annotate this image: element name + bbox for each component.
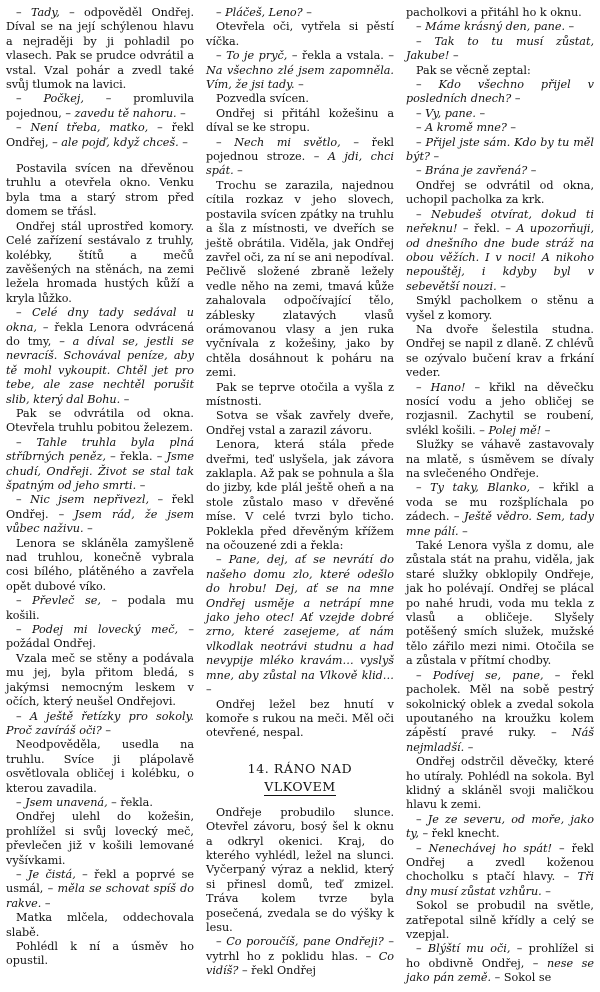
paragraph (6, 810, 194, 868)
paragraph (206, 381, 394, 410)
narration-text: – (16, 306, 32, 320)
speech-text: Převleč se, (32, 594, 101, 608)
narration-text: Pak se teprve otočila a vyšla z místnosti. (206, 380, 394, 408)
paragraph (406, 381, 594, 439)
narration-text: Ondřej se odvrátil od okna, uchopil pacholka za krk. (406, 178, 594, 207)
paragraph (206, 20, 394, 49)
paragraph (6, 623, 194, 652)
speech-text: Není třeba, matko, (30, 121, 149, 135)
narration-text: – (464, 740, 474, 754)
paragraph (406, 755, 594, 813)
narration-text: – (416, 34, 435, 48)
paragraph (406, 942, 594, 985)
paragraph (6, 796, 194, 810)
paragraph (406, 64, 594, 78)
narration-text: – (16, 594, 33, 608)
narration-text: Služky se váhavě zastavovaly na mlatě, s úsměvem se dívaly na svlečeného Ondřeje. (406, 438, 594, 480)
narration-text: – řekl Ondřej. – (6, 493, 194, 521)
paragraph (206, 553, 394, 697)
narration-text: – (527, 164, 537, 178)
narration-text: Pak se odvrátila od okna. Otevřela truhlu pobitou železem. (6, 406, 194, 435)
narration-text: – vytrhl ho z poklidu hlas. – (206, 935, 394, 963)
narration-text: – (16, 867, 28, 881)
paragraph (406, 294, 594, 323)
column-2-lower-text (206, 806, 394, 979)
paragraph (406, 813, 594, 842)
paragraph (6, 493, 194, 536)
narration-text: – (120, 392, 130, 406)
paragraph (406, 20, 594, 34)
narration-text: – (506, 121, 517, 135)
narration-text: – prohlížel si ho obdivně Ondřej, – (406, 942, 595, 970)
narration-text: – (206, 683, 212, 697)
paragraph (206, 438, 394, 553)
speech-text: Tahle truhla byla plná stříbrných peněz, (6, 435, 195, 464)
text-column-1 (6, 6, 194, 992)
narration-text: – (16, 6, 31, 19)
narration-text: Lenora se skláněla zamyšleně nad truhlou, konečně vybrala cosi bílého, plátěného a zavřela opět dubové víko. (6, 536, 194, 593)
paragraph (6, 594, 194, 623)
narration-text: – řekl pacholek. Měl na sobě pestrý sokolnický oblek a zvedal sokola upoutaného na kroužku kolem zápěstí pravé ruky. – (406, 668, 594, 740)
paragraph (406, 208, 594, 294)
narration-text: – (216, 6, 226, 19)
narration-text: – (416, 942, 428, 956)
narration-text: pacholkovi a přitáhl ho k oknu. (406, 6, 582, 19)
narration-text: – řekl. – (457, 222, 517, 236)
narration-text: – (416, 481, 431, 495)
narration-text: – (416, 121, 426, 135)
paragraph (6, 306, 194, 407)
speech-text: A upozorňuji, od dnešního dne bude stráž na obou věžích. I v noci! A nikoho nepouštěj, i kdyby byl v sebevětší nouzi. (406, 222, 595, 293)
text-column-3 (406, 6, 594, 992)
narration-text: – (416, 380, 431, 394)
paragraph (6, 121, 194, 150)
narration-text: – odpověděl Ondřej. Díval se na její schýlenou hlavu a nejraději by ji pohladil po vlasech. Pak se prudce odvrátil a vstal. Vzal pohár a zvedl také svůj tlumok na lavici. (6, 6, 194, 92)
narration-text: – řekl knecht. (418, 827, 500, 841)
speech-text: Nech mi světlo, (234, 135, 341, 149)
narration-text: – (449, 49, 459, 63)
speech-text: Tři dny musí zůstat vzhůru. (406, 870, 594, 898)
narration-text: Také Lenora vyšla z domu, ale zůstala stát na prahu, viděla, jak staré služky obklopily Ondřeje, jak ho polévají. Ondřej se plácal po nahé hrudi, voda mu tekla z vlasů a obličeje. Slyšely potěšený smích služek, mužské tělo zářilo mezi nimi. Otočila se a zůstala v přítmí chodby. (406, 539, 594, 668)
narration-text: – (541, 884, 551, 898)
paragraph (406, 136, 594, 165)
narration-text: – (416, 106, 426, 120)
speech-text: Je ze severu, od moře, jako ty, (406, 812, 595, 841)
speech-text: Jsme chudí, Ondřeji. Život se stal tak špatným od jeho smrti. (6, 450, 194, 492)
narration-text: Ondřej si přitáhl kožešinu a díval se ke stropu. (206, 106, 394, 135)
speech-text: Ještě vědro. Sem, tady mne pálí. (406, 510, 594, 538)
speech-text: Nebudeš otvírat, dokud ti neřeknu! (406, 207, 594, 236)
narration-text: Vzala meč se stěny a podávala mu jej, byla přitom bledá, s jakýmsi nemocným leskem v očích, který neušel Ondřejovi. (6, 651, 194, 709)
narration-text: – (416, 164, 426, 178)
narration-text: – (83, 522, 93, 536)
narration-text: – (416, 207, 432, 221)
narration-text: – (216, 935, 227, 949)
narration-text: Ondřeje probudilo slunce. Otevřel závoru, bosý šel k oknu a odkryl okenici. Kraj, do kterého vyhlédl, ležel na slunci. Vyčerpaný výraz a neklid, který si přinesl domů, teď zmizel. Tráva kolem tvrze byla posečená, zvedala se do výšky k lesu. (206, 805, 394, 934)
narration-text: – (16, 493, 31, 507)
text-column-2 (206, 6, 394, 992)
speech-text: Máme krásný den, pane. (425, 20, 565, 34)
narration-text: – (511, 92, 521, 106)
narration-text: – (416, 135, 426, 149)
paragraph (6, 911, 194, 940)
narration-text: – (176, 106, 186, 120)
paragraph (406, 842, 594, 900)
narration-text: – křikl na děvečku nosící vodu a jeho obličej se rozjasnil. Zachytil se roubení, svlékl košili. – (406, 380, 595, 437)
paragraph (206, 935, 394, 978)
speech-text: Hano! (430, 380, 466, 394)
speech-text: Jsem unavená, (25, 795, 108, 809)
paragraph (406, 539, 594, 669)
paragraph (406, 121, 594, 135)
narration-text: – řekl Ondřej, (6, 121, 194, 149)
speech-text: A kromě mne? (425, 121, 507, 135)
speech-text: Je čistá, (27, 867, 76, 881)
narration-text: – řekl a poprvé se usmál, – (6, 867, 194, 896)
paragraph (6, 436, 194, 494)
narration-text: Smýkl pacholkem o stěnu a vyšel z komory. (406, 294, 594, 322)
paragraph (406, 438, 594, 481)
narration-text: Na dvoře šelestila studna. Ondřej se napil z dlaně. Z chlévů se ozývalo bučení krav a frkání veder. (406, 322, 594, 380)
paragraph (6, 92, 194, 121)
narration-text: Lenora, která stála přede dveřmi, teď uslyšela, jak závora zaklapla. Až pak se pohnula a šla do jizby, kde plál ještě oheň a na stole zůstalo maso v dřevěné míse. V celé tvrzi bylo ticho. Poklekla před dřevěným křížem na očouzené zdi a řekla: (206, 438, 394, 553)
narration-text: – požádal Ondřej. (6, 623, 194, 651)
chapter-heading-line-2: VLKOVEM (264, 778, 336, 794)
paragraph (406, 899, 594, 942)
narration-text: – (541, 423, 551, 437)
paragraph (406, 78, 594, 107)
speech-text: Polej mě! (488, 423, 542, 437)
paragraph (406, 6, 594, 20)
narration-text: – řekla. – (105, 450, 167, 464)
paragraph (6, 940, 194, 969)
speech-text: – a díval se, jestli se nevracíš. Schovával peníze, aby tě mohl vykoupit. Chtěl jet pro tebe, ale zase nechtěl porušit slib, který dal Bohu. (6, 334, 194, 406)
speech-text: Blýští mu oči, (427, 942, 511, 956)
speech-text: Pláčeš, Leno? (225, 6, 303, 19)
paragraph (206, 409, 394, 438)
narration-text: Sotva se však zavřely dveře, Ondřej vstal a zarazil závoru. (206, 409, 394, 437)
narration-text: – (475, 106, 486, 120)
narration-text: Pak se věcně zeptal: (416, 63, 531, 77)
narration-text: – (416, 20, 426, 34)
speech-text: Vy, pane. (425, 106, 476, 120)
narration-text: Neodpověděla, usedla na truhlu. Svíce ji plápolavě osvětlovala obličej i kolébku, o kterou zavadila. (6, 738, 194, 795)
speech-text: nese se jako pán země. (406, 956, 595, 985)
narration-text: – (233, 164, 243, 178)
narration-text: Ondřej stál uprostřed komory. Celé zařízení sestávalo z truhly, kolébky, štítů a mečů zavěšených na stěnách, na zemi ležela hromada hustých kůží a kryla lůžko. (6, 219, 194, 305)
speech-text: Tady, (30, 6, 60, 19)
narration-text: Pohlédl k ní a úsměv ho opustil. (6, 940, 194, 968)
paragraph (406, 481, 594, 539)
paragraph (206, 6, 394, 20)
paragraph (6, 710, 194, 739)
narration-text: – (16, 795, 26, 809)
narration-text: Otevřela oči, vytřela si pěstí víčka. (206, 20, 394, 48)
paragraph (406, 35, 594, 64)
speech-text: měla se schovat spíš do rakve. (6, 882, 194, 910)
narration-text: – (429, 150, 440, 164)
narration-text: – podala mu košili. (6, 594, 194, 622)
speech-text: – zavedu tě nahoru. (65, 106, 177, 120)
narration-text: – (101, 723, 111, 737)
narration-text: – (416, 812, 428, 826)
speech-text: Přijel jste sám. Kdo by tu měl být? (406, 135, 595, 164)
narration-text: – (565, 20, 575, 34)
paragraph (6, 407, 194, 436)
speech-text: – ale pojď, když chceš. (52, 135, 179, 149)
narration-text: – řekl Ondřej a zvedl koženou chocholku s ptačí hlavy. – (406, 841, 595, 884)
narration-text: – (16, 121, 31, 135)
column-2-upper-text (206, 6, 394, 741)
narration-text: – řekla a vstala. – (287, 49, 394, 63)
speech-text: Nic jsem nepřivezl, (30, 493, 150, 507)
paragraph (206, 179, 394, 381)
narration-text: – (416, 78, 439, 92)
paragraph (6, 220, 194, 306)
narration-text: – (16, 623, 32, 637)
speech-text: Nenechávej ho spát! (428, 841, 553, 855)
narration-text: – (16, 92, 44, 106)
paragraph (206, 49, 394, 92)
paragraph (206, 806, 394, 936)
paragraph (6, 162, 194, 220)
paragraph (6, 738, 194, 796)
narration-text: – Sokol se (491, 971, 552, 985)
speech-text: Počkej, (43, 92, 84, 106)
speech-text: Co poroučíš, pane Ondřeji? (226, 935, 384, 949)
speech-text: Podej mi lovecký meč, (31, 623, 179, 637)
narration-text: Ondřej ulehl do kožešin, prohlížel si svůj lovecký meč, převlečen již v košili lemované vyšívkami. (6, 810, 194, 867)
narration-text: Trochu se zarazila, najednou cítila rozkaz v jeho slovech, postavila svícen zpátky na truhlu a šla z místnosti, ve dveřích se ještě obrátila. Viděla, jak Ondřej zavřel oči, za ní se ani nepodíval. Pečlivě složené zbraně ležely vedle něho na zemi, tmavá kůže zahalovala odpočívající tělo, záblesky zlatavých vlasů orámovanou vlasy a jen ruka vyčnívala z kožešiny, jako by chtěla dosáhnout k poháru na zemi. (206, 178, 394, 380)
speech-text: Podívej se, pane, (432, 668, 544, 682)
speech-text: Na všechno zlé jsem zapomněla. Vím, že jsi tady. (206, 63, 394, 92)
speech-text: Celé dny tady sedával u okna, (6, 306, 194, 334)
speech-text: Jsem rád, že jsem vůbec naživu. (6, 507, 194, 536)
narration-text: – (294, 78, 304, 92)
narration-text: Sokol se probudil na světle, zatřepotal silně křídly a celý se vzepjal. (406, 899, 594, 941)
paragraph (206, 698, 394, 741)
speech-text: Co vidíš? (206, 949, 394, 978)
speech-text: Brána je zavřená? (425, 164, 528, 178)
narration-text: – řekl Ondřej (238, 964, 316, 978)
narration-text: – (16, 709, 30, 723)
narration-text: Postavila svícen na dřevěnou truhlu a otevřela okno. Venku byla tma a starý strom před domem se třásl. (6, 162, 194, 219)
speech-text: Náš nejmladší. (406, 726, 594, 754)
paragraph (406, 179, 594, 208)
paragraph (6, 537, 194, 595)
paragraph (406, 669, 594, 755)
paragraph (6, 868, 194, 911)
paragraph (406, 164, 594, 178)
narration-text: – (136, 479, 146, 492)
speech-text: To je pryč, (226, 49, 288, 63)
speech-text: Pane, dej, ať se nevrátí do našeho domu zlo, které odešlo do hrobu! Dej, ať se na mne Ondřej usměje a netrápí mne jako jeho otec! Ať vzejde dobré zrno, které zasejeme, ať nám vlkodlak neotrávi studnu a had nevypije mléko kravám… vyslyš mne, aby zůstal na Vlkově klid… (206, 553, 395, 682)
speech-text: Tak to tu musí zůstat, Jakube! (406, 34, 595, 63)
speech-text: A jdi, chci spát. (206, 150, 394, 178)
narration-text: – (458, 524, 468, 538)
narration-text: – řekla Lenora odvrácená do tmy, (6, 320, 194, 348)
chapter-heading-line-1: 14. RÁNO NAD (247, 760, 353, 776)
paragraph (206, 107, 394, 136)
speech-text: A ještě řetízky pro sokoly. Proč zavíráš oči? (6, 709, 194, 737)
narration-text: – křikl a voda se mu rozšplíchala po zádech. – (406, 481, 595, 524)
narration-text: – řekl pojednou stroze. – (206, 135, 394, 164)
paragraph (406, 323, 594, 381)
narration-text: Ondřej ležel bez hnutí v komoře s rukou na meči. Měl oči otevřené, nespal. (206, 697, 394, 740)
chapter-heading (206, 761, 394, 796)
narration-text: – (216, 49, 227, 63)
narration-text: – promluvila pojednou, (6, 92, 194, 120)
narration-text: Matka mlčela, oddechovala slabě. (6, 911, 194, 939)
narration-text: – (302, 6, 312, 19)
paragraph (206, 136, 394, 179)
paragraph (406, 107, 594, 121)
narration-text: – řekla. (107, 795, 153, 809)
narration-text: – (178, 135, 188, 149)
narration-text: – (216, 135, 235, 149)
paragraph (6, 652, 194, 710)
narration-text: – (16, 435, 37, 449)
paragraph (206, 92, 394, 106)
narration-text: – (216, 553, 229, 567)
narration-text: Pozvedla svícen. (216, 92, 309, 106)
paragraph (6, 6, 194, 92)
narration-text: – (496, 279, 506, 293)
narration-text: Ondřej odstrčil děvečky, které ho utíraly. Pohlédl na sokola. Byl klidný a skláněl svoji maličkou hlavu k zemi. (406, 755, 594, 812)
narration-text: – (416, 841, 429, 855)
narration-text: – (41, 896, 51, 910)
narration-text: – (416, 668, 433, 682)
speech-text: Ty taky, Blanko, (430, 481, 531, 495)
speech-text: Kdo všechno přijel v posledních dnech? (406, 78, 594, 106)
